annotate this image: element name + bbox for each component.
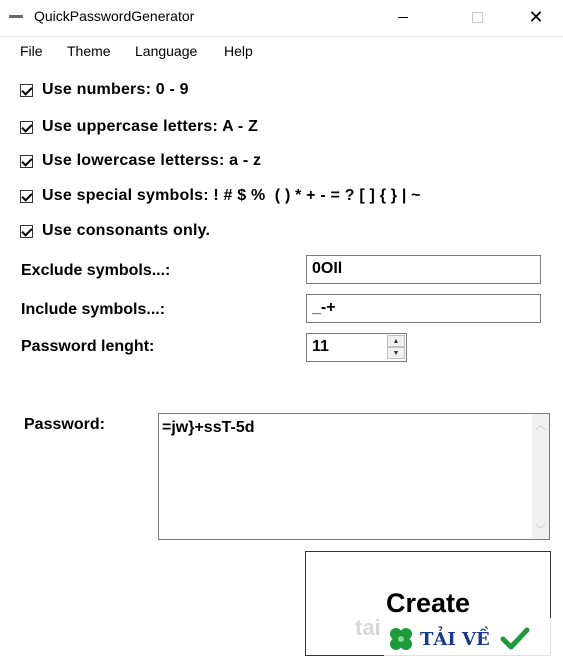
window-title: QuickPasswordGenerator (34, 8, 195, 24)
minimize-button[interactable] (380, 0, 426, 34)
menu-language[interactable]: Language (135, 43, 198, 59)
exclude-input[interactable]: 0OIl (306, 255, 541, 284)
uppercase-label: Use uppercase letters: A - Z (42, 118, 259, 135)
stepper-up-button[interactable]: ▲ (387, 335, 405, 347)
title-bar (0, 0, 563, 34)
watermark-faint-text: tai (355, 615, 381, 640)
checkmark-icon (500, 626, 530, 652)
numbers-checkbox[interactable] (20, 84, 33, 97)
maximize-icon (472, 12, 483, 23)
password-output[interactable] (158, 413, 550, 540)
option-consonants[interactable] (20, 221, 210, 241)
lowercase-label: Use lowercase letterss: a - z (42, 152, 262, 169)
app-icon (9, 15, 23, 18)
menu-help[interactable]: Help (224, 43, 253, 59)
consonants-label: Use consonants only. (42, 222, 211, 239)
close-button[interactable] (513, 0, 559, 34)
watermark-logo (384, 618, 563, 660)
length-label: Password lenght: (21, 338, 155, 355)
menu-file[interactable]: File (20, 43, 43, 59)
option-lowercase[interactable] (20, 151, 261, 171)
lowercase-checkbox[interactable] (20, 155, 33, 168)
exclude-label: Exclude symbols...: (21, 262, 171, 279)
special-checkbox[interactable] (20, 190, 33, 203)
menu-theme[interactable]: Theme (67, 43, 111, 59)
password-scrollbar[interactable] (532, 414, 549, 539)
watermark-text: TẢI VỀ (420, 628, 490, 650)
minimize-icon (398, 17, 408, 18)
stepper-down-button[interactable]: ▼ (387, 347, 405, 359)
create-label: Create (385, 588, 471, 618)
clover-icon (388, 626, 414, 652)
numbers-label: Use numbers: 0 - 9 (42, 81, 189, 98)
include-input[interactable]: _-+ (306, 294, 541, 323)
special-label: Use special symbols: ! # $ % ( ) * + - = ? [ ] { } | ~ (42, 187, 421, 204)
option-special[interactable] (20, 186, 421, 206)
stepper-buttons (387, 335, 405, 360)
close-icon: ✕ (528, 6, 544, 27)
scroll-down-icon[interactable]: ﹀ (535, 525, 546, 536)
password-label: Password: (24, 416, 105, 433)
menu-bar (0, 36, 563, 65)
password-value[interactable]: =jw}+ssT-5d (162, 419, 255, 436)
scroll-up-icon[interactable]: ︿ (535, 421, 546, 432)
include-label: Include symbols...: (21, 301, 166, 318)
option-numbers[interactable] (20, 80, 189, 100)
length-stepper[interactable] (306, 333, 407, 362)
consonants-checkbox[interactable] (20, 225, 33, 238)
maximize-button[interactable] (454, 0, 500, 34)
uppercase-checkbox[interactable] (20, 121, 33, 134)
length-value[interactable]: 11 (312, 338, 329, 355)
option-uppercase[interactable] (20, 117, 258, 137)
